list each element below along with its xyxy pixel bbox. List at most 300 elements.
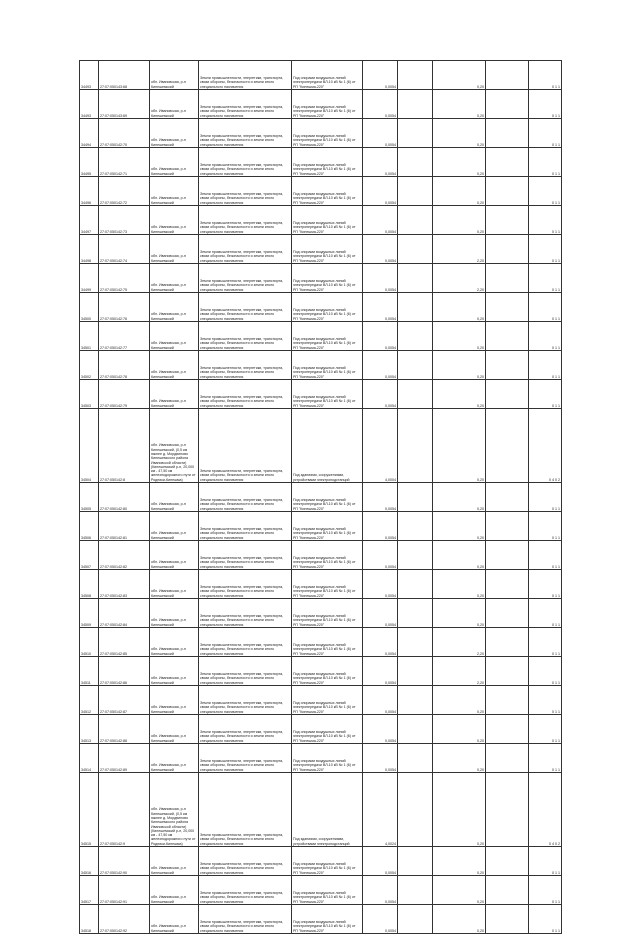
row-number-cell: 34509 xyxy=(80,599,99,628)
land-category-cell: Земли промышленности, энергетики, транспорта, связи обороны, безопасности и земли иного специального назначения xyxy=(199,409,292,483)
land-category-cell: Земли промышленности, энергетики, транспорта, связи обороны, безопасности и земли иного специального назначения xyxy=(199,876,292,905)
cadastral-number-cell: 27:07:050142:75 xyxy=(99,264,150,293)
empty-cell xyxy=(398,541,433,570)
row-number-cell: 34504 xyxy=(80,409,99,483)
row-number-cell: 34500 xyxy=(80,293,99,322)
permitted-use-cell: Под опорами воздушных линий электропередачи ВЛ-10 кВ № 1 (6) от РП "Кинешма-220" xyxy=(292,628,363,657)
cadastral-number-cell: 27:07:050142:8 xyxy=(99,409,150,483)
empty-cell xyxy=(486,628,529,657)
row-number-cell: 34498 xyxy=(80,235,99,264)
area-cell: 0,0054 xyxy=(363,541,398,570)
land-category-cell: Земли промышленности, энергетики, транспорта, связи обороны, безопасности и земли иного специального назначения xyxy=(199,380,292,409)
table-row xyxy=(80,715,562,744)
row-number-cell: 34505 xyxy=(80,483,99,512)
area-cell: 0,0054 xyxy=(363,293,398,322)
code-cell: 0 1 1 xyxy=(529,206,562,235)
land-category-cell: Земли промышленности, энергетики, транспорта, связи обороны, безопасности и земли иного специального назначения xyxy=(199,322,292,351)
permitted-use-cell: Под опорами воздушных линий электропередачи ВЛ-10 кВ № 1 (6) от РП "Кинешма-220" xyxy=(292,686,363,715)
address-cell: обл. Ивановская, р-н Кинешемский xyxy=(150,119,199,148)
empty-cell xyxy=(486,599,529,628)
cadastral-number-cell: 27:07:050142:73 xyxy=(99,206,150,235)
table-row xyxy=(80,148,562,177)
area-cell: 0,0054 xyxy=(363,628,398,657)
cadastral-number-cell: 27:07:050142:88 xyxy=(99,715,150,744)
table-row xyxy=(80,61,562,90)
table-row xyxy=(80,657,562,686)
table-row xyxy=(80,599,562,628)
row-number-cell: 34512 xyxy=(80,686,99,715)
cadastral-number-cell: 27:07:050142:74 xyxy=(99,235,150,264)
cadastral-number-cell: 27:07:050142:87 xyxy=(99,686,150,715)
table-row xyxy=(80,293,562,322)
cost-cell: 2,20 xyxy=(433,264,486,293)
empty-cell xyxy=(398,657,433,686)
empty-cell xyxy=(486,773,529,847)
empty-cell xyxy=(398,773,433,847)
permitted-use-cell: Под опорами воздушных линий электропередачи ВЛ-10 кВ № 1 (6) от РП "Кинешма-220" xyxy=(292,264,363,293)
empty-cell xyxy=(398,876,433,905)
address-cell: обл. Ивановская, р-н Кинешемский xyxy=(150,570,199,599)
land-category-cell: Земли промышленности, энергетики, транспорта, связи обороны, безопасности и земли иного специального назначения xyxy=(199,541,292,570)
area-cell: 0,0054 xyxy=(363,876,398,905)
address-cell: обл. Ивановская, р-н Кинешемский xyxy=(150,322,199,351)
address-cell: обл. Ивановская, р-н Кинешемский, (0,5 км южнее д. Мордвиново Кинешемского района Ивановской области) (Кинешемский р-н, 20,000 км - 47,50 км железнодорожного пути от Родники-Кинешма) xyxy=(150,773,199,847)
table-row xyxy=(80,744,562,773)
cadastral-number-cell: 27:07:050142:78 xyxy=(99,351,150,380)
table-row xyxy=(80,206,562,235)
cadastral-number-cell: 27:07:050142:86 xyxy=(99,657,150,686)
row-number-cell: 34493 xyxy=(80,90,99,119)
cost-cell: 0,20 xyxy=(433,119,486,148)
permitted-use-cell: Под опорами воздушных линий электропередачи ВЛ-10 кВ № 1 (6) от РП "Кинешма-220" xyxy=(292,847,363,876)
empty-cell xyxy=(486,847,529,876)
empty-cell xyxy=(398,847,433,876)
empty-cell xyxy=(398,905,433,934)
land-category-cell: Земли промышленности, энергетики, транспорта, связи обороны, безопасности и земли иного специального назначения xyxy=(199,235,292,264)
row-number-cell: 34497 xyxy=(80,206,99,235)
cadastral-number-cell: 27:07:050142:83 xyxy=(99,570,150,599)
cadastral-number-cell: 27:07:050142:76 xyxy=(99,293,150,322)
cadastral-number-cell: 27:07:050142:84 xyxy=(99,599,150,628)
row-number-cell: 34502 xyxy=(80,351,99,380)
table-row xyxy=(80,847,562,876)
empty-cell xyxy=(486,905,529,934)
cadastral-number-cell: 27:07:050142:80 xyxy=(99,483,150,512)
cost-cell: 0,20 xyxy=(433,876,486,905)
empty-cell xyxy=(486,206,529,235)
address-cell: обл. Ивановская, р-н Кинешемский xyxy=(150,876,199,905)
empty-cell xyxy=(486,61,529,90)
code-cell: 0 1 1 xyxy=(529,744,562,773)
table-row xyxy=(80,905,562,934)
cost-cell: 0,20 xyxy=(433,177,486,206)
empty-cell xyxy=(486,876,529,905)
empty-cell xyxy=(486,715,529,744)
empty-cell xyxy=(486,90,529,119)
address-cell: обл. Ивановская, р-н Кинешемский, (0,5 км южнее д. Мордвиново Кинешемского района Ивановской области) (Кинешемский р-н, 20,000 км - 47,50 км железнодорожного пути от Родники-Кинешма) xyxy=(150,409,199,483)
empty-cell xyxy=(398,744,433,773)
table-row xyxy=(80,686,562,715)
permitted-use-cell: Под опорами воздушных линий электропередачи ВЛ-10 кВ № 1 (6) от РП "Кинешма-220" xyxy=(292,293,363,322)
table-row xyxy=(80,773,562,847)
permitted-use-cell: Под опорами воздушных линий электропередачи ВЛ-10 кВ № 1 (6) от РП "Кинешма-220" xyxy=(292,512,363,541)
row-number-cell: 34494 xyxy=(80,119,99,148)
row-number-cell: 34499 xyxy=(80,264,99,293)
land-register-document xyxy=(79,60,561,934)
land-category-cell: Земли промышленности, энергетики, транспорта, связи обороны, безопасности и земли иного специального назначения xyxy=(199,512,292,541)
empty-cell xyxy=(398,206,433,235)
address-cell: обл. Ивановская, р-н Кинешемский xyxy=(150,512,199,541)
code-cell: 0 1 1 xyxy=(529,876,562,905)
land-category-cell: Земли промышленности, энергетики, транспорта, связи обороны, безопасности и земли иного специального назначения xyxy=(199,206,292,235)
empty-cell xyxy=(398,715,433,744)
cadastral-number-cell: 27:07:050142:92 xyxy=(99,905,150,934)
row-number-cell: 34501 xyxy=(80,322,99,351)
empty-cell xyxy=(398,293,433,322)
cost-cell: 0,20 xyxy=(433,744,486,773)
land-category-cell: Земли промышленности, энергетики, транспорта, связи обороны, безопасности и земли иного специального назначения xyxy=(199,905,292,934)
area-cell: 0,0054 xyxy=(363,570,398,599)
address-cell: обл. Ивановская, р-н Кинешемский xyxy=(150,351,199,380)
land-category-cell: Земли промышленности, энергетики, транспорта, связи обороны, безопасности и земли иного специального назначения xyxy=(199,293,292,322)
land-category-cell: Земли промышленности, энергетики, транспорта, связи обороны, безопасности и земли иного специального назначения xyxy=(199,715,292,744)
permitted-use-cell: Под опорами воздушных линий электропередачи ВЛ-10 кВ № 1 (6) от РП "Кинешма-220" xyxy=(292,715,363,744)
table-row xyxy=(80,541,562,570)
cost-cell: 0,20 xyxy=(433,148,486,177)
permitted-use-cell: Под опорами воздушных линий электропередачи ВЛ-10 кВ № 1 (6) от РП "Кинешма-220" xyxy=(292,322,363,351)
land-category-cell: Земли промышленности, энергетики, транспорта, связи обороны, безопасности и земли иного специального назначения xyxy=(199,847,292,876)
cost-cell: 0,20 xyxy=(433,322,486,351)
empty-cell xyxy=(398,409,433,483)
table-row xyxy=(80,90,562,119)
permitted-use-cell: Под опорами воздушных линий электропередачи ВЛ-10 кВ № 1 (6) от РП "Кинешма-220" xyxy=(292,570,363,599)
address-cell: обл. Ивановская, р-н Кинешемский xyxy=(150,177,199,206)
area-cell: 0,0054 xyxy=(363,90,398,119)
area-cell: 0,0054 xyxy=(363,483,398,512)
cost-cell: 0,20 xyxy=(433,90,486,119)
table-row xyxy=(80,380,562,409)
row-number-cell: 34515 xyxy=(80,773,99,847)
empty-cell xyxy=(486,148,529,177)
empty-cell xyxy=(398,235,433,264)
code-cell: 0 4 0 2 xyxy=(529,773,562,847)
permitted-use-cell: Под опорами воздушных линий электропередачи ВЛ-10 кВ № 1 (6) от РП "Кинешма-220" xyxy=(292,61,363,90)
cadastral-number-cell: 27:07:050142:71 xyxy=(99,148,150,177)
empty-cell xyxy=(486,541,529,570)
address-cell: обл. Ивановская, р-н Кинешемский xyxy=(150,905,199,934)
code-cell: 0 1 1 xyxy=(529,119,562,148)
empty-cell xyxy=(486,177,529,206)
cadastral-number-cell: 27:07:050142:70 xyxy=(99,119,150,148)
area-cell: 0,0054 xyxy=(363,657,398,686)
address-cell: обл. Ивановская, р-н Кинешемский xyxy=(150,206,199,235)
table-row xyxy=(80,235,562,264)
permitted-use-cell: Под опорами воздушных линий электропередачи ВЛ-10 кВ № 1 (6) от РП "Кинешма-220" xyxy=(292,380,363,409)
cost-cell: 0,20 xyxy=(433,293,486,322)
cost-cell: 0,20 xyxy=(433,570,486,599)
address-cell: обл. Ивановская, р-н Кинешемский xyxy=(150,61,199,90)
land-category-cell: Земли промышленности, энергетики, транспорта, связи обороны, безопасности и земли иного специального назначения xyxy=(199,177,292,206)
empty-cell xyxy=(398,148,433,177)
land-category-cell: Земли промышленности, энергетики, транспорта, связи обороны, безопасности и земли иного специального назначения xyxy=(199,90,292,119)
cost-cell: 0,20 xyxy=(433,206,486,235)
code-cell: 0 1 1 xyxy=(529,599,562,628)
permitted-use-cell: Под опорами воздушных линий электропередачи ВЛ-10 кВ № 1 (6) от РП "Кинешма-220" xyxy=(292,541,363,570)
empty-cell xyxy=(486,264,529,293)
address-cell: обл. Ивановская, р-н Кинешемский xyxy=(150,148,199,177)
area-cell: 0,0054 xyxy=(363,380,398,409)
row-number-cell: 34516 xyxy=(80,847,99,876)
land-register-table xyxy=(79,60,562,934)
area-cell: 0,0054 xyxy=(363,119,398,148)
area-cell: 0,0054 xyxy=(363,686,398,715)
row-number-cell: 34514 xyxy=(80,744,99,773)
row-number-cell: 34511 xyxy=(80,657,99,686)
area-cell: 0,0054 xyxy=(363,264,398,293)
empty-cell xyxy=(398,351,433,380)
land-category-cell: Земли промышленности, энергетики, транспорта, связи обороны, безопасности и земли иного специального назначения xyxy=(199,599,292,628)
permitted-use-cell: Под опорами воздушных линий электропередачи ВЛ-10 кВ № 1 (6) от РП "Кинешма-220" xyxy=(292,119,363,148)
code-cell: 0 1 1 xyxy=(529,380,562,409)
area-cell: 0,0054 xyxy=(363,351,398,380)
code-cell: 0 1 1 xyxy=(529,715,562,744)
code-cell: 0 1 1 xyxy=(529,628,562,657)
empty-cell xyxy=(398,512,433,541)
table-row xyxy=(80,512,562,541)
area-cell: 4,0024 xyxy=(363,773,398,847)
table-row xyxy=(80,351,562,380)
land-category-cell: Земли промышленности, энергетики, транспорта, связи обороны, безопасности и земли иного специального назначения xyxy=(199,570,292,599)
address-cell: обл. Ивановская, р-н Кинешемский xyxy=(150,715,199,744)
address-cell: обл. Ивановская, р-н Кинешемский xyxy=(150,657,199,686)
table-row xyxy=(80,570,562,599)
cost-cell: 0,20 xyxy=(433,61,486,90)
land-category-cell: Земли промышленности, энергетики, транспорта, связи обороны, безопасности и земли иного специального назначения xyxy=(199,686,292,715)
permitted-use-cell: Под зданиями, сооружениями, устройствами электроподстанций xyxy=(292,773,363,847)
cost-cell: 0,20 xyxy=(433,512,486,541)
table-row xyxy=(80,177,562,206)
permitted-use-cell: Под опорами воздушных линий электропередачи ВЛ-10 кВ № 1 (6) от РП "Кинешма-220" xyxy=(292,483,363,512)
area-cell: 0,0054 xyxy=(363,905,398,934)
code-cell: 0 1 1 xyxy=(529,351,562,380)
cadastral-number-cell: 27:07:050142:72 xyxy=(99,177,150,206)
cost-cell: 0,20 xyxy=(433,380,486,409)
land-category-cell: Земли промышленности, энергетики, транспорта, связи обороны, безопасности и земли иного специального назначения xyxy=(199,773,292,847)
land-category-cell: Земли промышленности, энергетики, транспорта, связи обороны, безопасности и земли иного специального назначения xyxy=(199,264,292,293)
land-category-cell: Земли промышленности, энергетики, транспорта, связи обороны, безопасности и земли иного специального назначения xyxy=(199,744,292,773)
address-cell: обл. Ивановская, р-н Кинешемский xyxy=(150,380,199,409)
permitted-use-cell: Под опорами воздушных линий электропередачи ВЛ-10 кВ № 1 (6) от РП "Кинешма-220" xyxy=(292,657,363,686)
land-category-cell: Земли промышленности, энергетики, транспорта, связи обороны, безопасности и земли иного специального назначения xyxy=(199,628,292,657)
area-cell: 0,0054 xyxy=(363,235,398,264)
cadastral-number-cell: 27:07:050143:69 xyxy=(99,90,150,119)
empty-cell xyxy=(486,483,529,512)
permitted-use-cell: Под зданиями, сооружениями, устройствами электроподстанций xyxy=(292,409,363,483)
table-row xyxy=(80,264,562,293)
permitted-use-cell: Под опорами воздушных линий электропередачи ВЛ-10 кВ № 1 (6) от РП "Кинешма-220" xyxy=(292,177,363,206)
empty-cell xyxy=(398,483,433,512)
permitted-use-cell: Под опорами воздушных линий электропередачи ВЛ-10 кВ № 1 (6) от РП "Кинешма-220" xyxy=(292,148,363,177)
cost-cell: 2,20 xyxy=(433,235,486,264)
empty-cell xyxy=(486,235,529,264)
code-cell: 0 1 1 xyxy=(529,322,562,351)
cadastral-number-cell: 27:07:050142:79 xyxy=(99,380,150,409)
area-cell: 0,0054 xyxy=(363,206,398,235)
cadastral-number-cell: 27:07:050142:77 xyxy=(99,322,150,351)
area-cell: 0,0054 xyxy=(363,847,398,876)
cost-cell: 0,20 xyxy=(433,409,486,483)
permitted-use-cell: Под опорами воздушных линий электропередачи ВЛ-10 кВ № 1 (6) от РП "Кинешма-220" xyxy=(292,876,363,905)
row-number-cell: 34517 xyxy=(80,876,99,905)
table-body xyxy=(80,61,562,934)
permitted-use-cell: Под опорами воздушных линий электропередачи ВЛ-10 кВ № 1 (6) от РП "Кинешма-220" xyxy=(292,351,363,380)
address-cell: обл. Ивановская, р-н Кинешемский xyxy=(150,90,199,119)
empty-cell xyxy=(486,744,529,773)
cadastral-number-cell: 27:07:050142:85 xyxy=(99,628,150,657)
land-category-cell: Земли промышленности, энергетики, транспорта, связи обороны, безопасности и земли иного специального назначения xyxy=(199,148,292,177)
cadastral-number-cell: 27:07:050142:82 xyxy=(99,541,150,570)
empty-cell xyxy=(398,90,433,119)
cost-cell: 0,20 xyxy=(433,686,486,715)
cost-cell: 0,20 xyxy=(433,715,486,744)
permitted-use-cell: Под опорами воздушных линий электропередачи ВЛ-10 кВ № 1 (6) от РП "Кинешма-220" xyxy=(292,235,363,264)
row-number-cell: 34493 xyxy=(80,61,99,90)
empty-cell xyxy=(486,322,529,351)
address-cell: обл. Ивановская, р-н Кинешемский xyxy=(150,541,199,570)
table-row xyxy=(80,409,562,483)
area-cell: 0,0054 xyxy=(363,177,398,206)
code-cell: 0 1 1 xyxy=(529,483,562,512)
empty-cell xyxy=(398,177,433,206)
address-cell: обл. Ивановская, р-н Кинешемский xyxy=(150,744,199,773)
code-cell: 0 1 1 xyxy=(529,148,562,177)
table-row xyxy=(80,483,562,512)
cost-cell: 2,20 xyxy=(433,657,486,686)
empty-cell xyxy=(398,264,433,293)
empty-cell xyxy=(398,322,433,351)
empty-cell xyxy=(486,293,529,322)
row-number-cell: 34496 xyxy=(80,177,99,206)
permitted-use-cell: Под опорами воздушных линий электропередачи ВЛ-10 кВ № 1 (6) от РП "Кинешма-220" xyxy=(292,599,363,628)
cost-cell: 2,20 xyxy=(433,628,486,657)
row-number-cell: 34510 xyxy=(80,628,99,657)
empty-cell xyxy=(486,570,529,599)
code-cell: 0 1 1 xyxy=(529,264,562,293)
area-cell: 0,0054 xyxy=(363,512,398,541)
code-cell: 0 1 1 xyxy=(529,847,562,876)
cadastral-number-cell: 27:07:050143:68 xyxy=(99,61,150,90)
area-cell: 0,0054 xyxy=(363,744,398,773)
empty-cell xyxy=(398,628,433,657)
table-row xyxy=(80,322,562,351)
area-cell: 0,0054 xyxy=(363,599,398,628)
permitted-use-cell: Под опорами воздушных линий электропередачи ВЛ-10 кВ № 1 (6) от РП "Кинешма-220" xyxy=(292,905,363,934)
empty-cell xyxy=(398,119,433,148)
area-cell: 0,0054 xyxy=(363,715,398,744)
cost-cell: 0,20 xyxy=(433,905,486,934)
area-cell: 0,0054 xyxy=(363,322,398,351)
empty-cell xyxy=(398,61,433,90)
code-cell: 0 1 1 xyxy=(529,177,562,206)
land-category-cell: Земли промышленности, энергетики, транспорта, связи обороны, безопасности и земли иного специального назначения xyxy=(199,61,292,90)
cost-cell: 0,20 xyxy=(433,773,486,847)
code-cell: 0 4 0 2 xyxy=(529,409,562,483)
cost-cell: 0,20 xyxy=(433,847,486,876)
cost-cell: 0,20 xyxy=(433,541,486,570)
row-number-cell: 34503 xyxy=(80,380,99,409)
empty-cell xyxy=(486,409,529,483)
code-cell: 0 1 1 xyxy=(529,657,562,686)
code-cell: 0 1 1 xyxy=(529,686,562,715)
empty-cell xyxy=(486,351,529,380)
cadastral-number-cell: 27:07:050142:81 xyxy=(99,512,150,541)
empty-cell xyxy=(398,570,433,599)
land-category-cell: Земли промышленности, энергетики, транспорта, связи обороны, безопасности и земли иного специального назначения xyxy=(199,351,292,380)
address-cell: обл. Ивановская, р-н Кинешемский xyxy=(150,628,199,657)
cadastral-number-cell: 27:07:050142:9 xyxy=(99,773,150,847)
code-cell: 0 1 1 xyxy=(529,512,562,541)
land-category-cell: Земли промышленности, энергетики, транспорта, связи обороны, безопасности и земли иного специального назначения xyxy=(199,119,292,148)
cost-cell: 0,20 xyxy=(433,599,486,628)
cadastral-number-cell: 27:07:050142:91 xyxy=(99,876,150,905)
table-row xyxy=(80,876,562,905)
empty-cell xyxy=(486,512,529,541)
row-number-cell: 34507 xyxy=(80,541,99,570)
code-cell: 0 1 1 xyxy=(529,905,562,934)
cost-cell: 0,20 xyxy=(433,351,486,380)
code-cell: 0 1 1 xyxy=(529,61,562,90)
land-category-cell: Земли промышленности, энергетики, транспорта, связи обороны, безопасности и земли иного специального назначения xyxy=(199,657,292,686)
empty-cell xyxy=(486,686,529,715)
row-number-cell: 34508 xyxy=(80,570,99,599)
code-cell: 0 1 1 xyxy=(529,90,562,119)
address-cell: обл. Ивановская, р-н Кинешемский xyxy=(150,686,199,715)
permitted-use-cell: Под опорами воздушных линий электропередачи ВЛ-10 кВ № 1 (6) от РП "Кинешма-220" xyxy=(292,744,363,773)
address-cell: обл. Ивановская, р-н Кинешемский xyxy=(150,235,199,264)
table-row xyxy=(80,628,562,657)
row-number-cell: 34518 xyxy=(80,905,99,934)
land-category-cell: Земли промышленности, энергетики, транспорта, связи обороны, безопасности и земли иного специального назначения xyxy=(199,483,292,512)
empty-cell xyxy=(486,380,529,409)
code-cell: 0 1 1 xyxy=(529,541,562,570)
empty-cell xyxy=(398,686,433,715)
cadastral-number-cell: 27:07:050142:90 xyxy=(99,847,150,876)
row-number-cell: 34513 xyxy=(80,715,99,744)
address-cell: обл. Ивановская, р-н Кинешемский xyxy=(150,293,199,322)
empty-cell xyxy=(486,119,529,148)
empty-cell xyxy=(398,380,433,409)
area-cell: 0,0054 xyxy=(363,148,398,177)
area-cell: 0,0054 xyxy=(363,61,398,90)
permitted-use-cell: Под опорами воздушных линий электропередачи ВЛ-10 кВ № 1 (6) от РП "Кинешма-220" xyxy=(292,206,363,235)
area-cell: 4,0004 xyxy=(363,409,398,483)
cost-cell: 0,20 xyxy=(433,483,486,512)
row-number-cell: 34506 xyxy=(80,512,99,541)
code-cell: 0 1 1 xyxy=(529,293,562,322)
address-cell: обл. Ивановская, р-н Кинешемский xyxy=(150,264,199,293)
code-cell: 0 1 1 xyxy=(529,570,562,599)
address-cell: обл. Ивановская, р-н Кинешемский xyxy=(150,483,199,512)
table-row xyxy=(80,119,562,148)
row-number-cell: 34495 xyxy=(80,148,99,177)
permitted-use-cell: Под опорами воздушных линий электропередачи ВЛ-10 кВ № 1 (6) от РП "Кинешма-220" xyxy=(292,90,363,119)
empty-cell xyxy=(486,657,529,686)
address-cell: обл. Ивановская, р-н Кинешемский xyxy=(150,599,199,628)
code-cell: 0 1 1 xyxy=(529,235,562,264)
cadastral-number-cell: 27:07:050142:89 xyxy=(99,744,150,773)
empty-cell xyxy=(398,599,433,628)
address-cell: обл. Ивановская, р-н Кинешемский xyxy=(150,847,199,876)
